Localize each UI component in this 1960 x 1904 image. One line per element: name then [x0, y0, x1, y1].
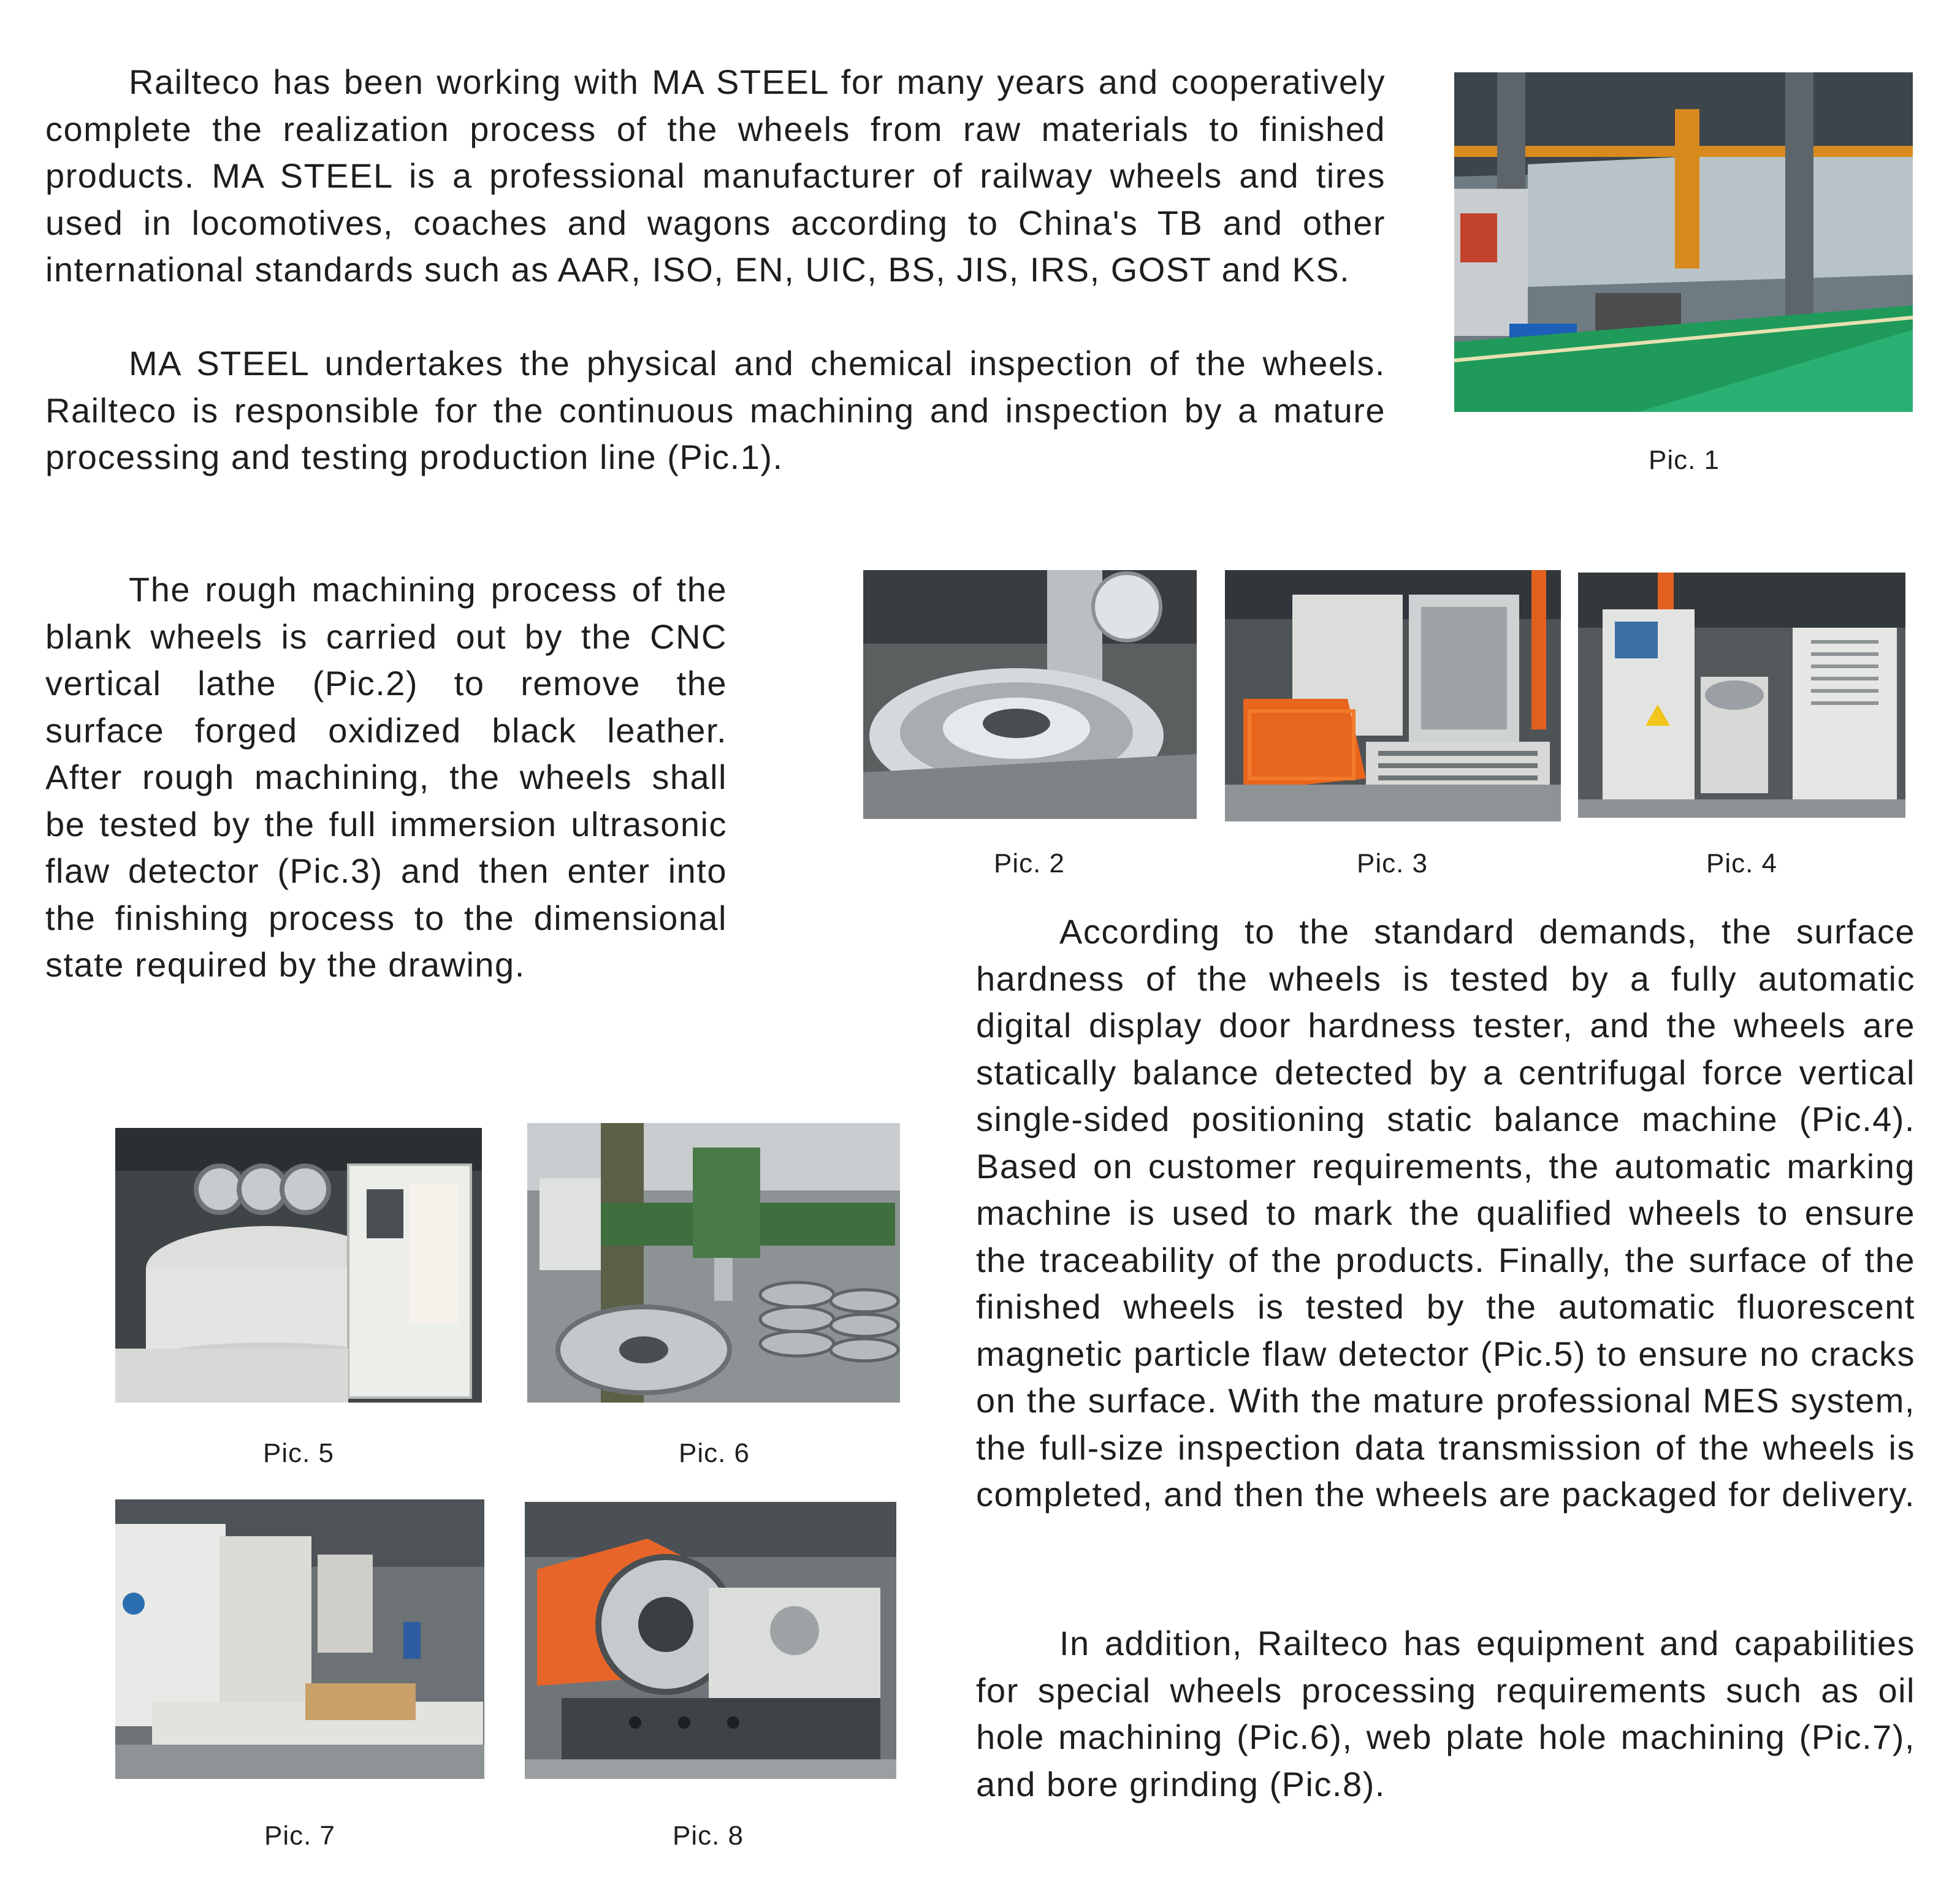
pic6-caption: Pic. 6	[678, 1438, 750, 1468]
intro-paragraph-1: Railteco has been working with MA STEEL for many years and cooperatively complete the realization process of the wheels from raw materials to finished products. MA STEEL is a professional manufacturer of railway wheels and tires used in locomotives, coaches and wagons according to China's TB and other international standards such as AAR, ISO, EN, UIC, BS, JIS, IRS, GOST and KS.	[45, 63, 1386, 289]
pic6-oil-hole-drilling-photo	[527, 1123, 900, 1403]
pic4-static-balance-machine-photo	[1578, 573, 1905, 818]
pic7-web-plate-hole-machining-photo	[115, 1499, 484, 1779]
rough-machining-paragraph: The rough machining process of the blank wheels is carried out by the CNC vertical lathe (Pic.2) to remove the surface forged oxidized black leather. After rough machining, the wheels shall be tested by the full immersion ultrasonic flaw detector (Pic.3) and then enter into the finishing process to the dimensional state required by the drawing.	[45, 570, 727, 984]
pic7-caption: Pic. 7	[264, 1821, 336, 1851]
special-processing-paragraph: In addition, Railteco has equipment and capabilities for special wheels processing requirements such as oil hole machining (Pic.6), web plate hole machining (Pic.7), and bore grinding (Pic.8).	[976, 1624, 1915, 1803]
inspection-paragraph: According to the standard demands, the surface hardness of the wheels is tested by a fully automatic digital display door hardness tester, and the wheels are statically balance detected by a centrifugal force vertical single-sided positioning static balance machine (Pic.4). Based on customer requirements, the automatic marking machine is used to mark the qualified wheels to ensure the traceability of the products. Finally, the surface of the finished wheels is tested by the automatic fluorescent magnetic particle flaw detector (Pic.5) to ensure no cracks on the surface. With the mature professional MES system, the full-size inspection data transmission of the wheels is completed, and then the wheels are packaged for delivery.	[976, 912, 1916, 1514]
pic3-ultrasonic-flaw-detector-photo	[1225, 570, 1561, 821]
pic1-production-line-photo	[1454, 72, 1913, 412]
pic8-caption: Pic. 8	[672, 1821, 744, 1851]
pic3-caption: Pic. 3	[1356, 848, 1428, 878]
pic2-cnc-vertical-lathe-photo	[863, 570, 1197, 819]
pic5-magnetic-particle-detector-photo	[115, 1128, 482, 1403]
pic4-caption: Pic. 4	[1706, 848, 1778, 878]
intro-paragraph-2: MA STEEL undertakes the physical and chemical inspection of the wheels. Railteco is responsible for the continuous machining and inspection by a mature processing and testing production line (Pic.1).	[45, 344, 1386, 476]
pic5-caption: Pic. 5	[262, 1438, 335, 1468]
pic2-caption: Pic. 2	[993, 848, 1066, 878]
pic1-caption: Pic. 1	[1648, 445, 1720, 475]
pic8-bore-grinding-photo	[525, 1502, 896, 1779]
